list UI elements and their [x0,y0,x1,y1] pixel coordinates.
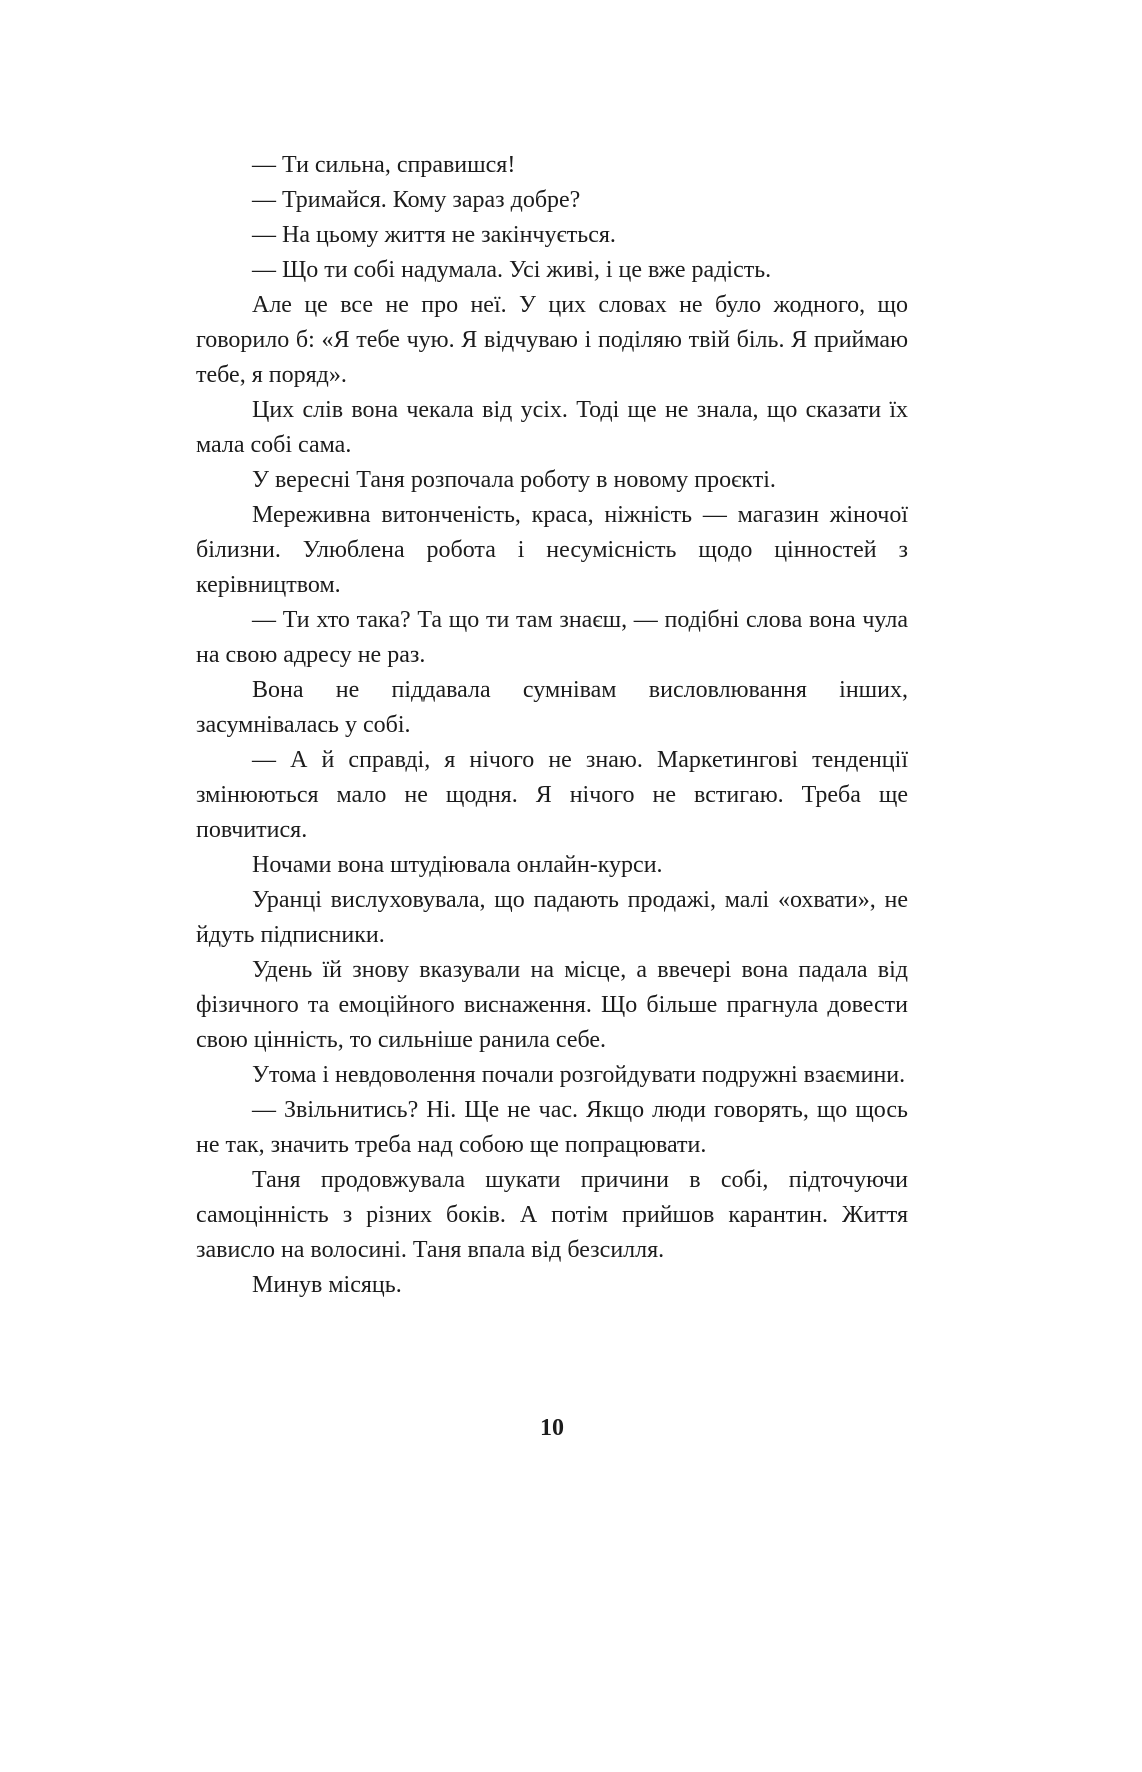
paragraph: — Ти хто така? Та що ти там знаєш, — подібні слова вона чула на свою адресу не раз. [196,607,908,668]
paragraph: Але це все не про неї. У цих словах не було жодного, що говорило б: «Я тебе чую. Я відчуваю і поділяю твій біль. Я приймаю тебе, я поряд». [196,292,908,388]
paragraph: Утома і невдоволення почали розгойдувати подружні взаємини. [252,1062,906,1088]
paragraph: — Тримайся. Кому зараз добре? [252,187,581,213]
paragraph: Мереживна витонченість, краса, ніжність — магазин жіночої білизни. Улюблена робота і несумісність щодо цінностей з керівництвом. [196,502,908,598]
paragraph: Таня продовжувала шукати причини в собі, підточуючи самоцінність з різних боків. А потім прийшов карантин. Життя зависло на волосині. Таня впала від безсилля. [196,1167,908,1263]
paragraph: — А й справді, я нічого не знаю. Маркетингові тенденції змінюються мало не щодня. Я нічого не встигаю. Треба ще повчитися. [196,747,908,843]
paragraph: У вересні Таня розпочала роботу в новому проєкті. [252,467,776,493]
paragraph: Минув місяць. [252,1272,402,1298]
page-number: 10 [540,1415,564,1441]
text-block [196,148,908,1303]
paragraph: — Звільнитись? Ні. Ще не час. Якщо люди говорять, що щось не так, значить треба над собою ще попрацювати. [196,1097,908,1158]
paragraph: Уранці вислуховувала, що падають продажі, малі «охвати», не йдуть підписники. [196,887,908,948]
paragraph: — Ти сильна, справишся! [252,152,516,178]
paragraph: Вона не піддавала сумнівам висловлювання інших, засумнівалась у собі. [196,677,908,738]
paragraph: Цих слів вона чекала від усіх. Тоді ще не знала, що сказати їх мала собі сама. [196,397,908,458]
paragraph: Удень їй знову вказували на місце, а ввечері вона падала від фізичного та емоційного виснаження. Що більше прагнула довести свою цінність, то сильніше ранила себе. [196,957,908,1053]
paragraph: Ночами вона штудіювала онлайн-курси. [252,852,663,878]
paragraph: — Що ти собі надумала. Усі живі, і це вже радість. [252,257,772,283]
paragraph: — На цьому життя не закінчується. [252,222,616,248]
